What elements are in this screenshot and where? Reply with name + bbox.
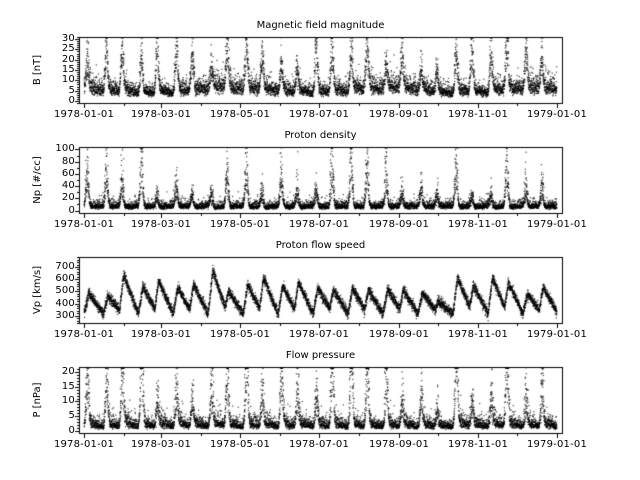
y-axis-label-np: Np [#/cc] [32, 156, 43, 204]
x-tick-label: 1978-07-01 [288, 109, 350, 120]
x-tick-label: 1978-01-01 [53, 219, 115, 230]
panel-title-proton-density: Proton density [284, 130, 357, 141]
y-tick-label: 20 [61, 366, 75, 377]
x-tick-label: 1978-11-01 [447, 439, 509, 450]
y-tick-label: 300 [55, 310, 75, 321]
y-tick-label: 15 [61, 64, 75, 75]
y-tick-label: 700 [55, 261, 75, 272]
y-tick-label: 500 [55, 285, 75, 296]
y-tick-label: 10 [61, 395, 75, 406]
x-tick-label: 1978-01-01 [53, 329, 115, 340]
x-tick-label: 1978-07-01 [288, 329, 350, 340]
y-tick-label: 60 [61, 168, 75, 179]
x-tick-label: 1978-09-01 [368, 109, 430, 120]
y-tick-label: 40 [61, 180, 75, 191]
x-tick-label: 1978-09-01 [368, 329, 430, 340]
x-tick-label: 1979-01-01 [526, 329, 588, 340]
x-tick-label: 1978-03-01 [130, 219, 192, 230]
y-tick-label: 0 [68, 425, 75, 436]
y-axis-label-p: P [nPa] [32, 382, 43, 418]
x-tick-label: 1978-05-01 [209, 219, 271, 230]
y-tick-label: 15 [61, 381, 75, 392]
y-tick-label: 5 [68, 410, 75, 421]
y-tick-label: 400 [55, 298, 75, 309]
y-tick-label: 100 [55, 143, 75, 154]
x-tick-label: 1978-03-01 [130, 329, 192, 340]
y-tick-label: 0 [68, 205, 75, 216]
y-tick-label: 20 [61, 54, 75, 65]
x-tick-label: 1978-07-01 [288, 439, 350, 450]
x-tick-label: 1978-09-01 [368, 439, 430, 450]
x-tick-label: 1978-03-01 [130, 439, 192, 450]
y-tick-label: 30 [61, 33, 75, 44]
x-tick-label: 1979-01-01 [526, 219, 588, 230]
x-tick-label: 1978-01-01 [53, 439, 115, 450]
y-tick-label: 25 [61, 43, 75, 54]
x-tick-label: 1978-03-01 [130, 109, 192, 120]
y-axis-label-vp: Vp [km/s] [32, 265, 43, 315]
y-tick-label: 5 [68, 85, 75, 96]
x-tick-label: 1979-01-01 [526, 109, 588, 120]
x-tick-label: 1978-09-01 [368, 219, 430, 230]
x-tick-label: 1978-05-01 [209, 329, 271, 340]
y-tick-label: 10 [61, 74, 75, 85]
panel-title-flow-pressure: Flow pressure [285, 350, 356, 361]
panel-title-proton-flow-speed: Proton flow speed [275, 240, 366, 251]
y-tick-label: 80 [61, 156, 75, 167]
y-tick-label: 600 [55, 273, 75, 284]
y-tick-label: 0 [68, 95, 75, 106]
y-tick-label: 20 [61, 192, 75, 203]
x-tick-label: 1978-11-01 [447, 219, 509, 230]
panel-title-magnetic-field-magnitude: Magnetic field magnitude [256, 20, 385, 31]
x-tick-label: 1978-05-01 [209, 439, 271, 450]
y-axis-label-b: B [nT] [32, 54, 43, 86]
x-tick-label: 1978-01-01 [53, 109, 115, 120]
x-tick-label: 1978-07-01 [288, 219, 350, 230]
x-tick-label: 1978-11-01 [447, 329, 509, 340]
x-tick-label: 1978-11-01 [447, 109, 509, 120]
x-tick-label: 1978-05-01 [209, 109, 271, 120]
x-tick-label: 1979-01-01 [526, 439, 588, 450]
